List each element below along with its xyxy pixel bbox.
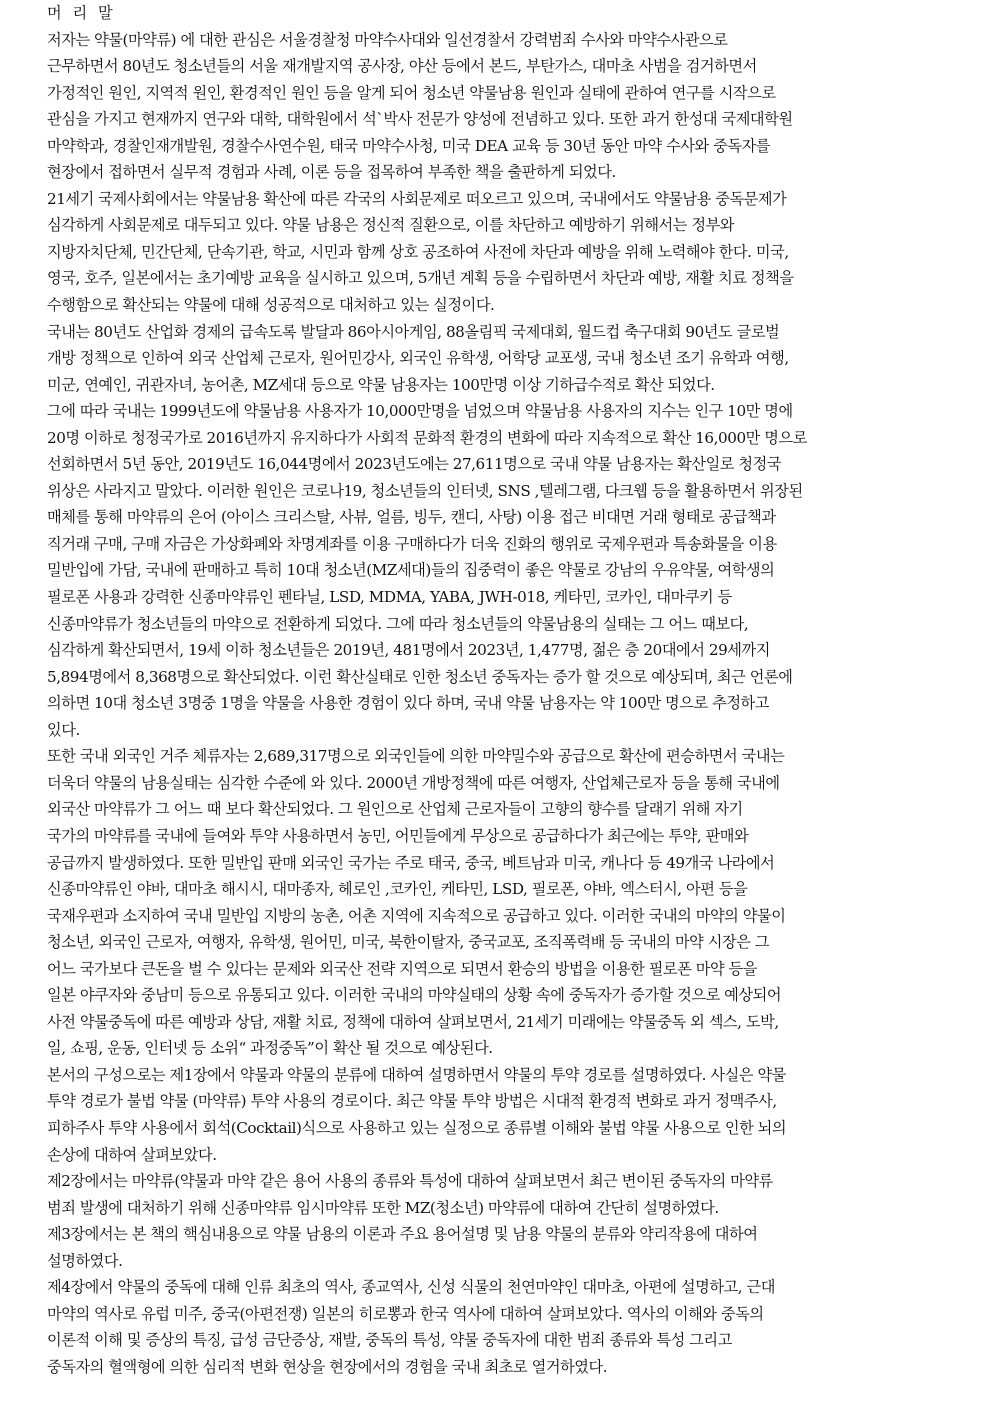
text-line: 신종마약류가 청소년들의 마약으로 전환하게 되었다. 그에 따라 청소년들의 약물남용의 실태는 그 어느 때보다, [47,614,749,633]
text-line: 근무하면서 80년도 청소년들의 서울 재개발지역 공사장, 야산 등에서 본드, 부탄가스, 대마초 사범을 검거하면서 [47,57,757,76]
text-line: 위상은 사라지고 말았다. 이러한 원인은 코로나19, 청소년들의 인터넷, SNS ,텔레그램, 다크웹 등을 활용하면서 위장된 [47,481,803,500]
text-line: 설명하였다. [47,1251,123,1270]
text-line: 미군, 연예인, 귀관자녀, 농어촌, MZ세대 등으로 약물 남용자는 100만명 이상 기하급수적로 확산 되었다. [47,375,715,394]
text-line: 20명 이하로 청정국가로 2016년까지 유지하다가 사회적 문화적 환경의 변화에 따라 지속적으로 확산 16,000만 명으로 [47,428,807,447]
text-line: 신종마약류인 야바, 대마초 해시시, 대마종자, 헤로인 ,코카인, 케타민, LSD, 필로폰, 야바, 엑스터시, 아편 등을 [47,880,748,899]
text-line: 국내는 80년도 산업화 경제의 급속도록 발달과 86아시아게임, 88올림픽 국제대회, 월드컵 축구대회 90년도 글로벌 [47,322,780,341]
text-line: 제4장에서 약물의 중독에 대해 인류 최초의 역사, 종교역사, 신성 식물의 천연마약인 대마초, 아편에 설명하고, 근대 [47,1278,775,1297]
text-line: 본서의 구성으로는 제1장에서 약물과 약물의 분류에 대하여 설명하면서 약물의 투약 경로를 설명하였다. 사실은 약물 [47,1065,786,1084]
text-line: 가정적인 원인, 지역적 원인, 환경적인 원인 등을 알게 되어 청소년 약물남용 원인과 실태에 관하여 연구를 시작으로 [47,83,776,102]
text-line: 수행함으로 확산되는 약물에 대해 성공적으로 대처하고 있는 실정이다. [47,296,495,315]
text-line: 사전 약물중독에 따른 예방과 상담, 재활 치료, 정책에 대하여 살펴보면서, 21세기 미래에는 약물중독 외 섹스, 도박, [47,1012,779,1031]
text-line: 국가의 마약류를 국내에 들여와 투약 사용하면서 농민, 어민들에게 무상으로 공급하다가 최근에는 투약, 판매와 [47,826,749,845]
text-line: 제3장에서는 본 책의 핵심내용으로 약물 남용의 이론과 주요 용어설명 및 남용 약물의 분류와 약리작용에 대하여 [47,1225,758,1244]
text-line: 일, 쇼핑, 운동, 인터넷 등 소위“ 과정중독”이 확산 될 것으로 예상된다. [47,1039,493,1058]
text-line: 마약의 역사로 유럽 미주, 중국(아편전쟁) 일본의 히로뽕과 한국 역사에 대하여 살펴보았다. 역사의 이해와 중독의 [47,1304,764,1323]
text-line: 현장에서 접하면서 실무적 경험과 사례, 이론 등을 접목하여 부족한 책을 출판하게 되었다. [47,163,616,182]
text-line: 심각하게 사회문제로 대두되고 있다. 약물 남용은 정신적 질환으로, 이를 차단하고 예방하기 위해서는 정부와 [47,216,735,235]
page-title: 머 리 말 [47,4,116,22]
text-line: 피하주사 투약 사용에서 회석(Cocktail)식으로 사용하고 있는 실정으로 종류별 이해와 불법 약물 사용으로 인한 뇌의 [47,1118,787,1137]
text-line: 의하면 10대 청소년 3명중 1명을 약물을 사용한 경험이 있다 하며, 국내 약물 남용자는 약 100만 명으로 추정하고 [47,694,769,713]
text-line: 심각하게 확산되면서, 19세 이하 청소년들은 2019년, 481명에서 2023년, 1,477명, 젊은 층 20대에서 29세까지 [47,641,770,660]
text-line: 그에 따라 국내는 1999년도에 약물남용 사용자가 10,000만명을 넘었으며 약물남용 사용자의 지수는 인구 10만 명에 [47,402,793,421]
text-line: 저자는 약물(마약류) 에 대한 관심은 서울경찰청 마약수사대와 일선경찰서 강력범죄 수사와 마약수사관으로 [47,30,728,49]
text-line: 매체를 통해 마약류의 은어 (아이스 크리스탈, 사뷰, 얼름, 빙두, 캔디, 사탕) 이용 접근 비대면 거래 형태로 공급책과 [47,508,776,527]
text-line: 투약 경로가 불법 약물 (마약류) 투약 사용의 경로이다. 최근 약물 투약 방법은 시대적 환경적 변화로 과거 정맥주사, [47,1092,777,1111]
text-line: 영국, 호주, 일본에서는 초기예방 교육을 실시하고 있으며, 5개년 계획 등을 수립하면서 차단과 예방, 재활 치료 정책을 [47,269,794,288]
text-line: 범죄 발생에 대처하기 위해 신종마약류 임시마약류 또한 MZ(청소년) 마약류에 대하여 간단히 설명하였다. [47,1198,719,1217]
text-line: 중독자의 혈액형에 의한 심리적 변화 현상을 현장에서의 경험을 국내 최초로 열거하였다. [47,1357,608,1376]
text-line: 어느 국가보다 큰돈을 벌 수 있다는 문제와 외국산 전략 지역으로 되면서 환승의 방법을 이용한 필로폰 마약 등을 [47,959,757,978]
text-line: 마약학과, 경찰인재개발원, 경찰수사연수원, 태국 마약수사청, 미국 DEA 교육 등 30년 동안 마약 수사와 중독자를 [47,136,771,155]
text-line: 5,894명에서 8,368명으로 확산되었다. 이런 확산실태로 인한 청소년 중독자는 증가 할 것으로 예상되며, 최근 언론에 [47,667,793,686]
text-line: 있다. [47,720,80,739]
text-line: 지방자치단체, 민간단체, 단속기관, 학교, 시민과 함께 상호 공조하여 사전에 차단과 예방을 위해 노력해야 한다. 미국, [47,242,789,261]
text-line: 이론적 이해 및 증상의 특징, 급성 금단증상, 재발, 중독의 특성, 약물 중독자에 대한 범죄 종류와 특성 그리고 [47,1331,732,1350]
text-line: 청소년, 외국인 근로자, 여행자, 유학생, 원어민, 미국, 북한이탈자, 중국교포, 조직폭력배 등 국내의 마약 시장은 그 [47,933,770,952]
text-line: 개방 정책으로 인하여 외국 산업체 근로자, 원어민강사, 외국인 유학생, 어학당 교포생, 국내 청소년 조기 유학과 여행, [47,349,789,368]
body-text [47,27,957,1381]
text-line: 제2장에서는 마약류(약물과 마약 같은 용어 사용의 종류와 특성에 대하여 살펴보면서 최근 변이된 중독자의 마약류 [47,1172,773,1191]
text-line: 손상에 대하여 살펴보았다. [47,1145,217,1164]
text-line: 국재우편과 소지하여 국내 밀반입 지방의 농촌, 어촌 지역에 지속적으로 공급하고 있다. 이러한 국내의 마약의 약물이 [47,906,786,925]
text-line: 관심을 가지고 현재까지 연구와 대학, 대학원에서 석`박사 전문가 양성에 전념하고 있다. 또한 과거 한성대 국제대학원 [47,110,793,129]
text-line: 21세기 국제사회에서는 약물남용 확산에 따른 각국의 사회문제로 떠오르고 있으며, 국내에서도 약물남용 중독문제가 [47,189,787,208]
text-line: 선회하면서 5년 동안, 2019년도 16,044명에서 2023년도에는 27,611명으로 국내 약물 남용자는 확산일로 청정국 [47,455,782,474]
text-line: 일본 야쿠자와 중남미 등으로 유통되고 있다. 이러한 국내의 마약실태의 상황 속에 중독자가 증가할 것으로 예상되어 [47,986,782,1005]
text-line: 필로폰 사용과 강력한 신종마약류인 펜타닐, LSD, MDMA, YABA, JWH-018, 케타민, 코카인, 대마쿠키 등 [47,588,732,607]
text-line: 공급까지 발생하였다. 또한 밀반입 판매 외국인 국가는 주로 태국, 중국, 베트남과 미국, 캐나다 등 49개국 나라에서 [47,853,775,872]
text-line: 직거래 구매, 구매 자금은 가상화폐와 차명계좌를 이용 구매하다가 더욱 진화의 행위로 국제우편과 특송화물을 이용 [47,534,777,553]
document-page [47,0,957,1380]
text-line: 더욱더 약물의 남용실태는 심각한 수준에 와 있다. 2000년 개방정책에 따른 여행자, 산업체근로자 등을 통해 국내에 [47,773,780,792]
text-line: 외국산 마약류가 그 어느 때 보다 확산되었다. 그 원인으로 산업체 근로자들이 고향의 향수를 달래기 위해 자기 [47,800,743,819]
text-line: 밀반입에 가담, 국내에 판매하고 특히 10대 청소년(MZ세대)들의 집중력이 좋은 약물로 강남의 우유약물, 여학생의 [47,561,775,580]
text-line: 또한 국내 외국인 거주 체류자는 2,689,317명으로 외국인들에 의한 마약밀수와 공급으로 확산에 편승하면서 국내는 [47,747,785,766]
